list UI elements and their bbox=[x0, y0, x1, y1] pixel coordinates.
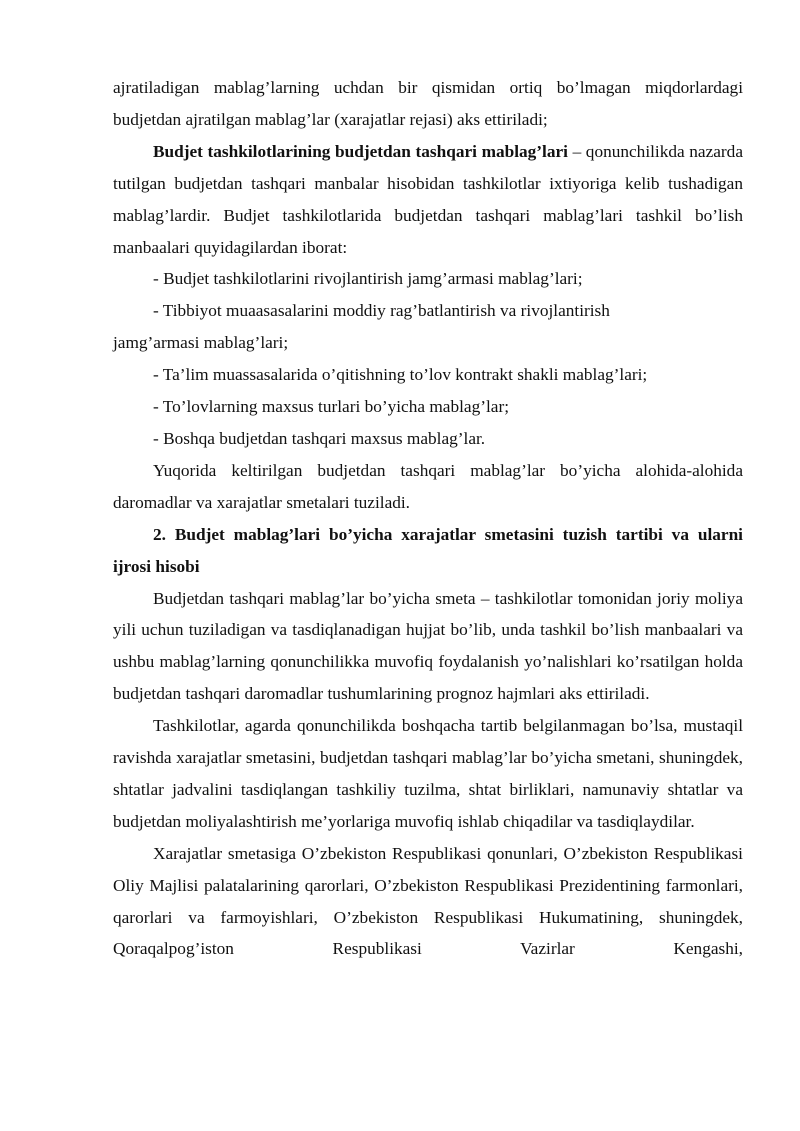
paragraph-smeta: Yuqorida keltirilgan budjetdan tashqari mablag’lar bo’yicha alohida-alohida daromadlar va xarajatlar smetalari tuziladi. bbox=[113, 460, 743, 512]
section-heading: 2. Budjet mablag’lari bo’yicha xarajatlar smetasini tuzish tartibi va ularni ijrosi hisobi bbox=[113, 524, 743, 576]
paragraph-intro: ajratiladigan mablag’larning uchdan bir qismidan ortiq bo’lmagan miqdorlardagi budjetdan ajratilgan mablag’lar (xarajatlar rejasi) aks ettiriladi; bbox=[113, 78, 743, 129]
paragraph-tashkilotlar: Tashkilotlar, agarda qonunchilikda boshqacha tartib belgilanmagan bo’lsa, mustaqil ravishda xarajatlar smetasini, budjetdan tashqari mablag’lar bo’yicha smetani, shuningdek, shtatlar jadvalini tasdiqlangan tashkiliy tuzilma, shtat birliklari, namunaviy shtatlar va budjetdan moliyalashtirish me’yorlariga muvofiq ishlab chiqadilar va tasdiqlaydilar. bbox=[113, 716, 743, 831]
list-item: - Budjet tashkilotlarini rivojlantirish jamg’armasi mablag’lari; bbox=[153, 269, 583, 289]
list-item: - Boshqa budjetdan tashqari maxsus mablag’lar. bbox=[153, 428, 486, 448]
definition-text: – qonunchilikda nazarda tutilgan budjetdan tashqari manbalar hisobidan tashkilotlar ixtiyoriga kelib tushadigan mablag’lardir. Budjet tashkilotlarida budjetdan tashqari mablag’lari tashkil bo’lish manbaalari quyidagilardan iborat: bbox=[113, 141, 743, 257]
paragraph-xarajatlar: Xarajatlar smetasiga O’zbekiston Respublikasi qonunlari, O’zbekiston Respublikasi Oliy Majlisi palatalarining qarorlari, O’zbekiston Respublikasi Prezidentining farmonlari, qarorlari va farmoyishlari, O’zbekiston Respublikasi Hukumatining, shuningdek, Qoraqalpog’iston Respublikasi Vazirlar Kengashi, bbox=[113, 843, 743, 959]
definition-term: Budjet tashkilotlarining budjetdan tashqari mablag’lari bbox=[153, 141, 568, 161]
paragraph-definition bbox=[113, 136, 743, 264]
document-page bbox=[113, 72, 743, 965]
paragraph-budjetdan: Budjetdan tashqari mablag’lar bo’yicha smeta – tashkilotlar tomonidan joriy moliya yili uchun tuziladigan va tasdiqlanadigan hujjat bo’lib, unda tashkil bo’lish manbaalari va ushbu mablag’larning qonunchilikka muvofiq foydalanish yo’nalishlari ko’rsatilgan holda budjetdan tashqari daromadlar tushumlarining prognoz hajmlari aks ettiriladi. bbox=[113, 588, 743, 704]
list-item-continuation: jamg’armasi mablag’lari; bbox=[113, 333, 289, 353]
list-item: - Tibbiyot muaasasalarini moddiy rag’batlantirish va rivojlantirish bbox=[153, 301, 610, 321]
list-item: - Ta’lim muassasalarida o’qitishning to’lov kontrakt shakli mablag’lari; bbox=[153, 365, 648, 385]
list-item: - To’lovlarning maxsus turlari bo’yicha mablag’lar; bbox=[153, 397, 509, 417]
